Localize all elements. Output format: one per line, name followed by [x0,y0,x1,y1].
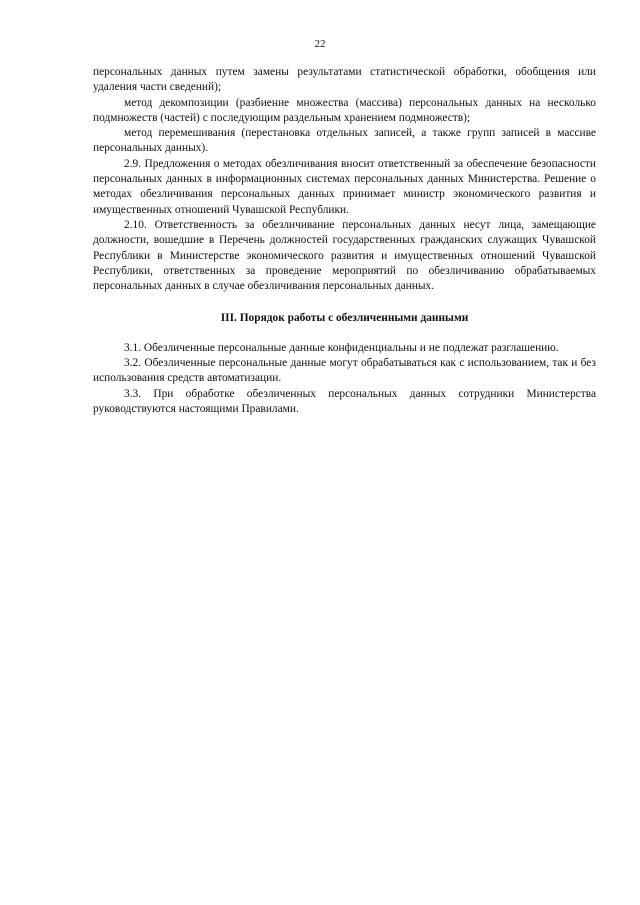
paragraph-shuffling-method: метод перемешивания (перестановка отдельных записей, а также групп записей в массиве персональных данных). [93,127,596,155]
paragraph-2-9: 2.9. Предложения о методах обезличивания вносит ответственный за обеспечение безопасности персональных данных в информационных системах персональных данных Министерства. Решение о методах обезличивания персональных данных принимает министр экономического развития и имущественных отношений Чувашской Республики. [93,157,596,216]
paragraph-2-10: 2.10. Ответственность за обезличивание персональных данных несут лица, замещающие должности, вошедшие в Перечень должностей государственных гражданских служащих Чувашской Республики в Министерстве экономического развития и имущественных отношений Чувашской Республики, ответственных за проведение мероприятий по обезличиванию обрабатываемых персональных данных в случае обезличивания персональных данных. [93,218,596,293]
paragraph-continuation: персональных данных путем замены результатами статистической обработки, обобщения или удаления части сведений); [93,66,596,94]
paragraph-decomposition-method: метод декомпозиции (разбиение множества (массива) персональных данных на несколько подмножеств (частей) с последующим раздельным хранением подмножеств); [93,96,596,124]
page-number: 22 [314,38,326,50]
paragraph-3-1: 3.1. Обезличенные персональные данные конфиденциальны и не подлежат разглашению. [124,341,559,354]
document-body [93,65,596,417]
paragraph-3-3: 3.3. При обработке обезличенных персональных данных сотрудники Министерства руководствуются настоящими Правилами. [93,387,596,415]
paragraph-3-2: 3.2. Обезличенные персональные данные могут обрабатываться как с использованием, так и без использования средств автоматизации. [93,357,596,385]
section-heading: III. Порядок работы с обезличенными данными [220,312,469,325]
